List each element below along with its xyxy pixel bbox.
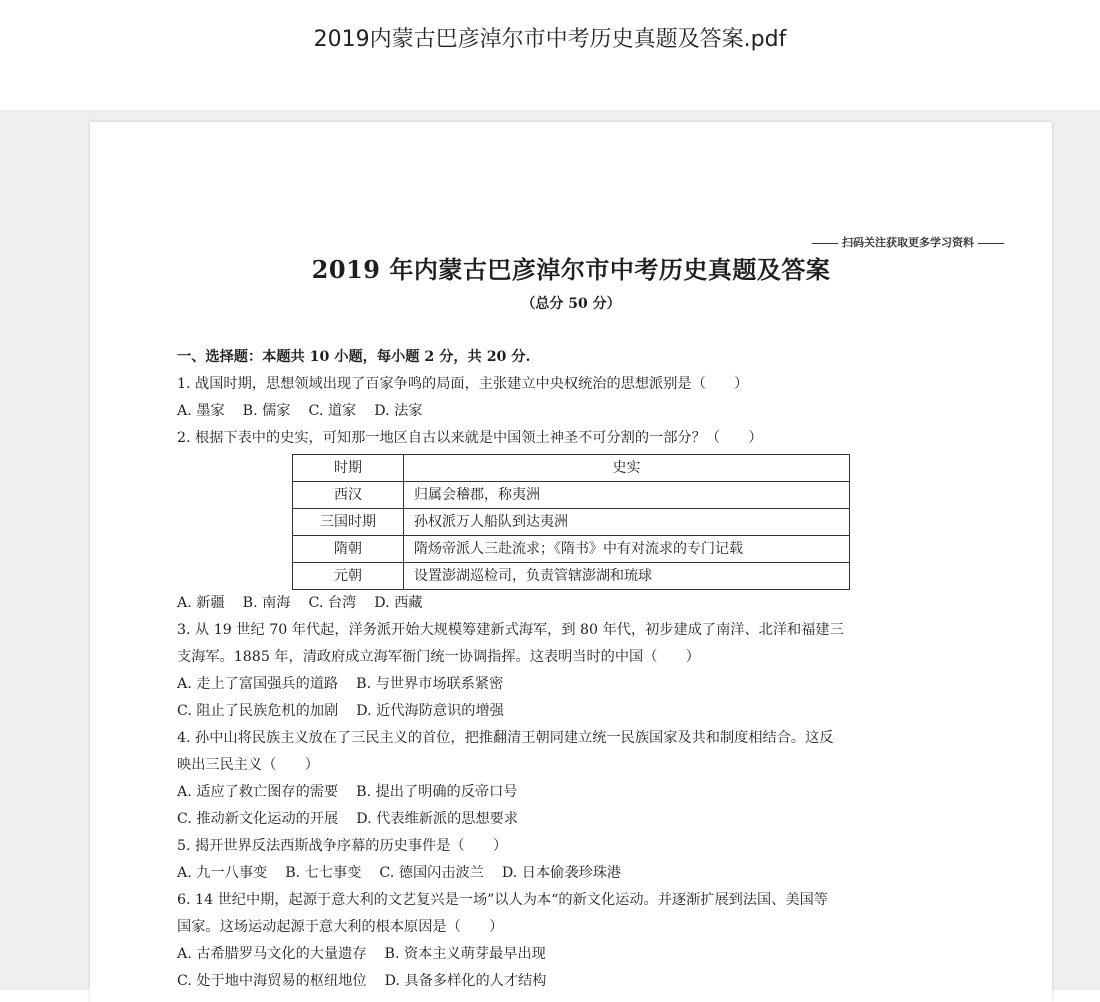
option: B. 七七事变	[285, 865, 362, 881]
option: A. 适应了救亡图存的需要	[177, 784, 339, 800]
option: C. 道家	[308, 403, 357, 419]
option: B. 南海	[242, 595, 291, 611]
option: C. 阻止了民族危机的加剧	[177, 703, 339, 719]
option: D. 近代海防意识的增强	[356, 703, 504, 719]
table-header-cell: 时期	[293, 455, 404, 482]
question-4-stem: 4. 孙中山将民族主义放在了三民主义的首位，把推翻清王朝同建立统一民族国家及共和制度相结合。这反	[177, 730, 834, 746]
section-heading: 一、选择题：本题共 10 小题，每小题 2 分，共 20 分.	[177, 349, 531, 365]
watermark-rule-right	[978, 243, 1004, 244]
question-3-options	[177, 671, 977, 698]
option: D. 西藏	[374, 595, 423, 611]
history-table	[292, 454, 850, 590]
question-6-stem: 6. 14 世纪中期，起源于意大利的文艺复兴是一场”以人为本“的新文化运动。并逐渐扩展到法国、美国等	[177, 892, 828, 908]
option: B. 儒家	[242, 403, 291, 419]
question-2-stem: 2. 根据下表中的史实，可知那一地区自古以来就是中国领土神圣不可分割的一部分？（ ）	[177, 430, 763, 446]
option: C. 德国闪击波兰	[379, 865, 484, 881]
option: B. 资本主义萌芽最早出现	[384, 946, 546, 962]
option: D. 具备多样化的人才结构	[384, 973, 547, 989]
table-cell: 西汉	[293, 482, 404, 509]
table-cell: 三国时期	[293, 509, 404, 536]
table-cell: 隋朝	[293, 536, 404, 563]
document-title: 2019 年内蒙古巴彦淖尔市中考历史真题及答案	[311, 255, 831, 284]
table-header-row	[293, 455, 850, 482]
watermark	[808, 234, 1008, 250]
page-content	[177, 344, 977, 995]
viewer-header	[0, 0, 1100, 110]
document-subtitle: （总分 50 分）	[521, 296, 621, 312]
watermark-rule-left	[812, 243, 838, 244]
option: A. 古希腊罗马文化的大量遗存	[177, 946, 367, 962]
question-5-stem: 5. 揭开世界反法西斯战争序幕的历史事件是（ ）	[177, 838, 508, 854]
question-6-options	[177, 941, 977, 968]
question-1-stem: 1. 战国时期，思想领域出现了百家争鸣的局面，主张建立中央权统治的思想派别是（ ）	[177, 376, 749, 392]
table-row	[293, 509, 850, 536]
question-6-options	[177, 968, 977, 995]
question-5-options	[177, 860, 977, 887]
option: D. 代表维新派的思想要求	[356, 811, 519, 827]
option: B. 与世界市场联系紧密	[356, 676, 504, 692]
option: C. 台湾	[308, 595, 357, 611]
question-6-stem: 国家。这场运动起源于意大利的根本原因是（ ）	[177, 919, 504, 935]
question-4-options	[177, 779, 977, 806]
table-row	[293, 563, 850, 590]
table-cell: 设置澎湖巡检司，负责管辖澎湖和琉球	[404, 563, 850, 590]
table-cell: 孙权派万人船队到达夷洲	[404, 509, 850, 536]
option: C. 推动新文化运动的开展	[177, 811, 339, 827]
option: A. 墨家	[177, 403, 225, 419]
table-cell: 归属会稽郡，称夷洲	[404, 482, 850, 509]
question-3-stem: 支海军。1885 年，清政府成立海军衙门统一协调指挥。这表明当时的中国（ ）	[177, 649, 700, 665]
option: D. 日本偷袭珍珠港	[501, 865, 622, 881]
option: B. 提出了明确的反帝口号	[356, 784, 518, 800]
table-cell: 隋炀帝派人三赴流求；《隋书》中有对流求的专门记载	[404, 536, 850, 563]
file-title: 2019内蒙古巴彦淖尔市中考历史真题及答案.pdf	[313, 27, 787, 52]
option: D. 法家	[374, 403, 423, 419]
question-1-options	[177, 398, 977, 425]
question-4-options	[177, 806, 977, 833]
question-2-options	[177, 590, 977, 617]
table-row	[293, 536, 850, 563]
table-row	[293, 482, 850, 509]
option: A. 走上了富国强兵的道路	[177, 676, 339, 692]
option: A. 新疆	[177, 595, 225, 611]
history-table-wrap	[177, 454, 977, 590]
option: A. 九一八事变	[177, 865, 268, 881]
question-3-options	[177, 698, 977, 725]
watermark-text: 扫码关注获取更多学习资料	[842, 236, 974, 249]
document-viewer[interactable]	[0, 110, 1100, 990]
pdf-page	[90, 122, 1052, 1002]
option: C. 处于地中海贸易的枢纽地位	[177, 973, 367, 989]
question-3-stem: 3. 从 19 世纪 70 年代起，洋务派开始大规模筹建新式海军，到 80 年代，初步建成了南洋、北洋和福建三	[177, 622, 844, 638]
table-cell: 元朝	[293, 563, 404, 590]
table-header-cell: 史实	[404, 455, 850, 482]
question-4-stem: 映出三民主义（ ）	[177, 757, 319, 773]
